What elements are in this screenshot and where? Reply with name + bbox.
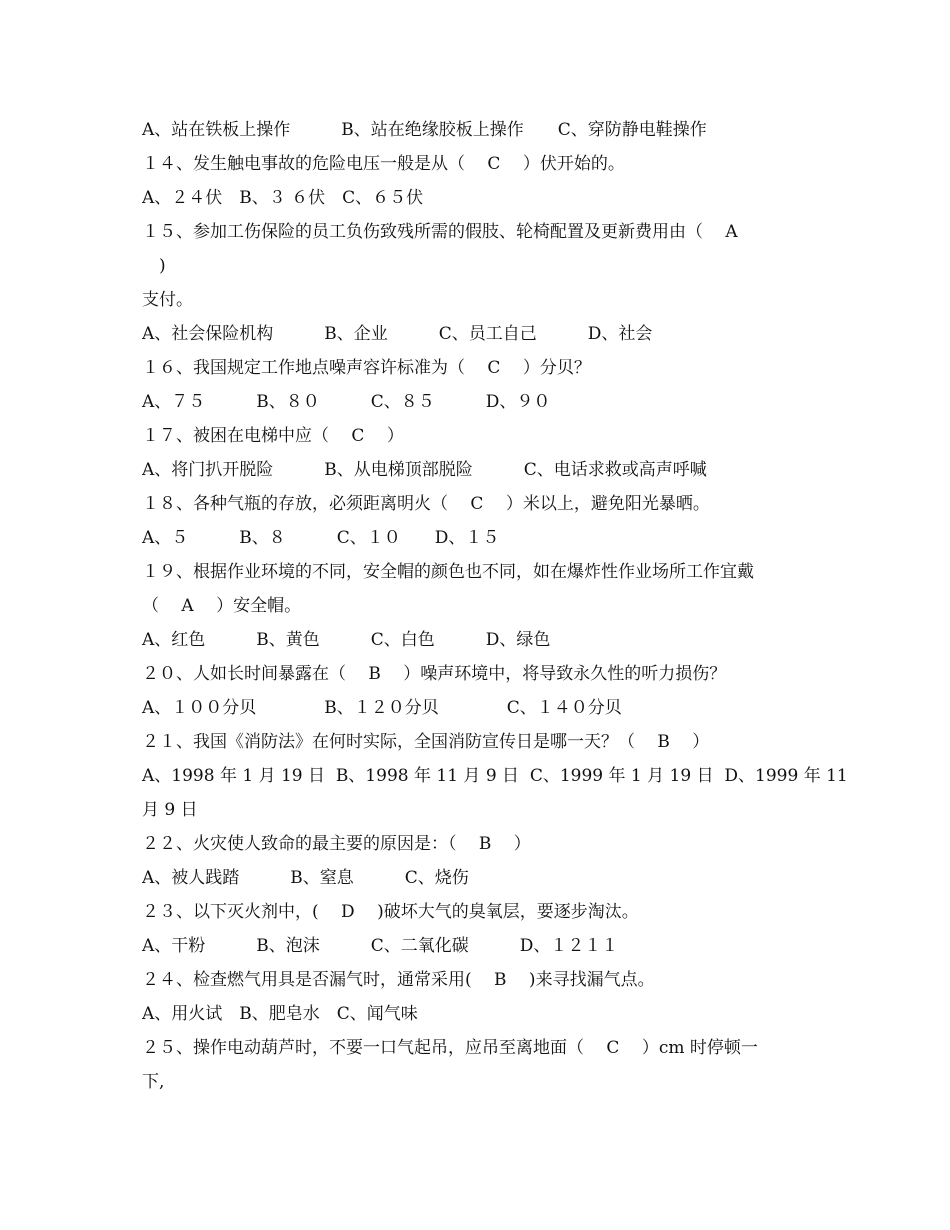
question-16: １６、我国规定工作地点噪声容许标准为（ C ）分贝？	[142, 358, 591, 378]
question-19-continued: （ A ）安全帽。	[142, 596, 302, 616]
question-15-continued: )	[142, 256, 166, 276]
question-19: １９、根据作业环境的不同，安全帽的颜色也不同，如在爆炸性作业场所工作宜戴	[142, 562, 754, 582]
question-18: １８、各种气瓶的存放，必须距离明火（ C ）米以上，避免阳光暴晒。	[142, 494, 710, 514]
option-line: A、用火试 B、肥皂水 C、闻气味	[142, 1004, 418, 1024]
question-24: ２４、检查燃气用具是否漏气时，通常采用( B )来寻找漏气点。	[142, 970, 655, 990]
option-line: A、１００分贝 B、１２０分贝 C、１４０分贝	[142, 698, 622, 718]
option-line: A、５ B、８ C、１０ D、１５	[142, 528, 500, 548]
question-22: ２２、火灾使人致命的最主要的原因是：（ B ）	[142, 834, 531, 854]
option-line-continued: 月 9 日	[142, 800, 198, 820]
option-line: A、被人践踏 B、窒息 C、烧伤	[142, 868, 469, 888]
option-line: A、站在铁板上操作 B、站在绝缘胶板上操作 C、穿防静电鞋操作	[142, 120, 707, 140]
question-20: ２０、人如长时间暴露在（ B ）噪声环境中，将导致永久性的听力损伤？	[142, 664, 727, 684]
option-line: A、７５ B、８０ C、８５ D、９０	[142, 392, 551, 412]
option-line: A、红色 B、黄色 C、白色 D、绿色	[142, 630, 551, 650]
option-line: A、干粉 B、泡沫 C、二氧化碳 D、１２１１	[142, 936, 619, 956]
option-line: A、1998 年 1 月 19 日 B、1998 年 11 月 9 日 C、1999 年 1 月 19 日 D、1999 年 11	[142, 766, 848, 786]
question-14: １４、发生触电事故的危险电压一般是从（ C ）伏开始的。	[142, 154, 625, 174]
question-23: ２３、以下灭火剂中，( D )破坏大气的臭氧层，要逐步淘汰。	[142, 902, 639, 922]
question-15: １５、参加工伤保险的员工负伤致残所需的假肢、轮椅配置及更新费用由（ A	[142, 222, 738, 242]
question-17: １７、被困在电梯中应（ C ）	[142, 426, 404, 446]
option-line: A、将门扒开脱险 B、从电梯顶部脱险 C、电话求救或高声呼喊	[142, 460, 707, 480]
question-25: ２５、操作电动葫芦时，不要一口气起吊，应吊至离地面（ C ）cm 时停顿一	[142, 1038, 758, 1058]
question-25-continued: 下,	[142, 1072, 165, 1092]
question-15-continued: 支付。	[142, 290, 193, 310]
option-line: A、社会保险机构 B、企业 C、员工自己 D、社会	[142, 324, 653, 344]
option-line: A、２４伏 B、３ ６伏 C、６５伏	[142, 188, 424, 208]
question-21: ２１、我国《消防法》在何时实际，全国消防宣传日是哪一天？（ B ）	[142, 732, 710, 752]
